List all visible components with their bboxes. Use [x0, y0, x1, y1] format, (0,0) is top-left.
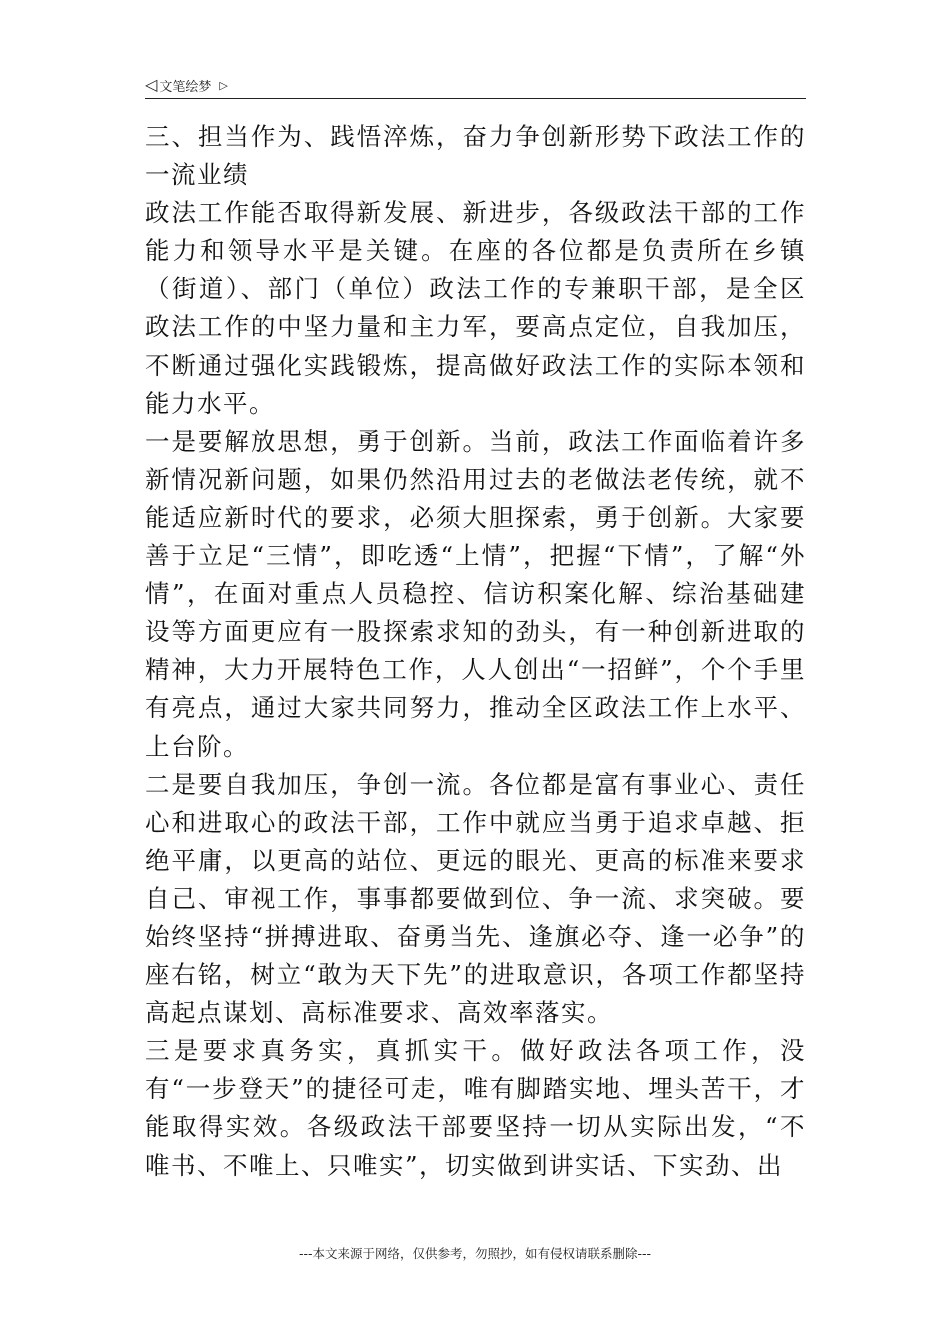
header-title: 文笔绘梦: [159, 79, 212, 95]
paragraph-intro: 政法工作能否取得新发展、新进步，各级政法干部的工作能力和领导水平是关键。在座的各位都是负责所在乡镇（街道）、部门（单位）政法工作的专兼职干部，是全区政法工作的中坚力量和主力军，要高点定位，自我加压，不断通过强化实践锻炼，提高做好政法工作的实际本领和能力水平。: [145, 198, 806, 418]
document-body: [145, 118, 806, 1185]
section-heading: 三、担当作为、践悟淬炼，奋力争创新形势下政法工作的一流业绩: [145, 122, 806, 190]
paragraph-point-one: 一是要解放思想，勇于创新。当前，政法工作面临着许多新情况新问题，如果仍然沿用过去的老做法老传统，就不能适应新时代的要求，必须大胆探索，勇于创新。大家要善于立足“三情”，即吃透“上情”，把握“下情”，了解“外情”，在面对重点人员稳控、信访积案化解、综治基础建设等方面更应有一股探索求知的劲头，有一种创新进取的精神，大力开展特色工作，人人创出“一招鲜”，个个手里有亮点，通过大家共同努力，推动全区政法工作上水平、上台阶。: [145, 426, 806, 761]
right-triangle-icon: ▷: [219, 78, 228, 92]
paragraph-point-three: 三是要求真务实，真抓实干。做好政法各项工作，没有“一步登天”的捷径可走，唯有脚踏实地、埋头苦干，才能取得实效。各级政法干部要坚持一切从实际出发，“不唯书、不唯上、只唯实”，切实做到讲实话、下实劲、出: [145, 1036, 806, 1180]
page-header: [145, 72, 806, 99]
paragraph-point-two: 二是要自我加压，争创一流。各位都是富有事业心、责任心和进取心的政法干部，工作中就应当勇于追求卓越、拒绝平庸，以更高的站位、更远的眼光、更高的标准来要求自己、审视工作，事事都要做到位、争一流、求突破。要始终坚持“拼搏进取、奋勇当先、逢旗必夺、逢一必争”的座右铭，树立“敢为天下先”的进取意识，各项工作都坚持高起点谋划、高标准要求、高效率落实。: [145, 769, 806, 1028]
left-triangle-icon: ◁: [145, 75, 158, 94]
page-footer: ---本文来源于网络，仅供参考，勿照抄，如有侵权请联系删除---: [298, 1246, 652, 1261]
